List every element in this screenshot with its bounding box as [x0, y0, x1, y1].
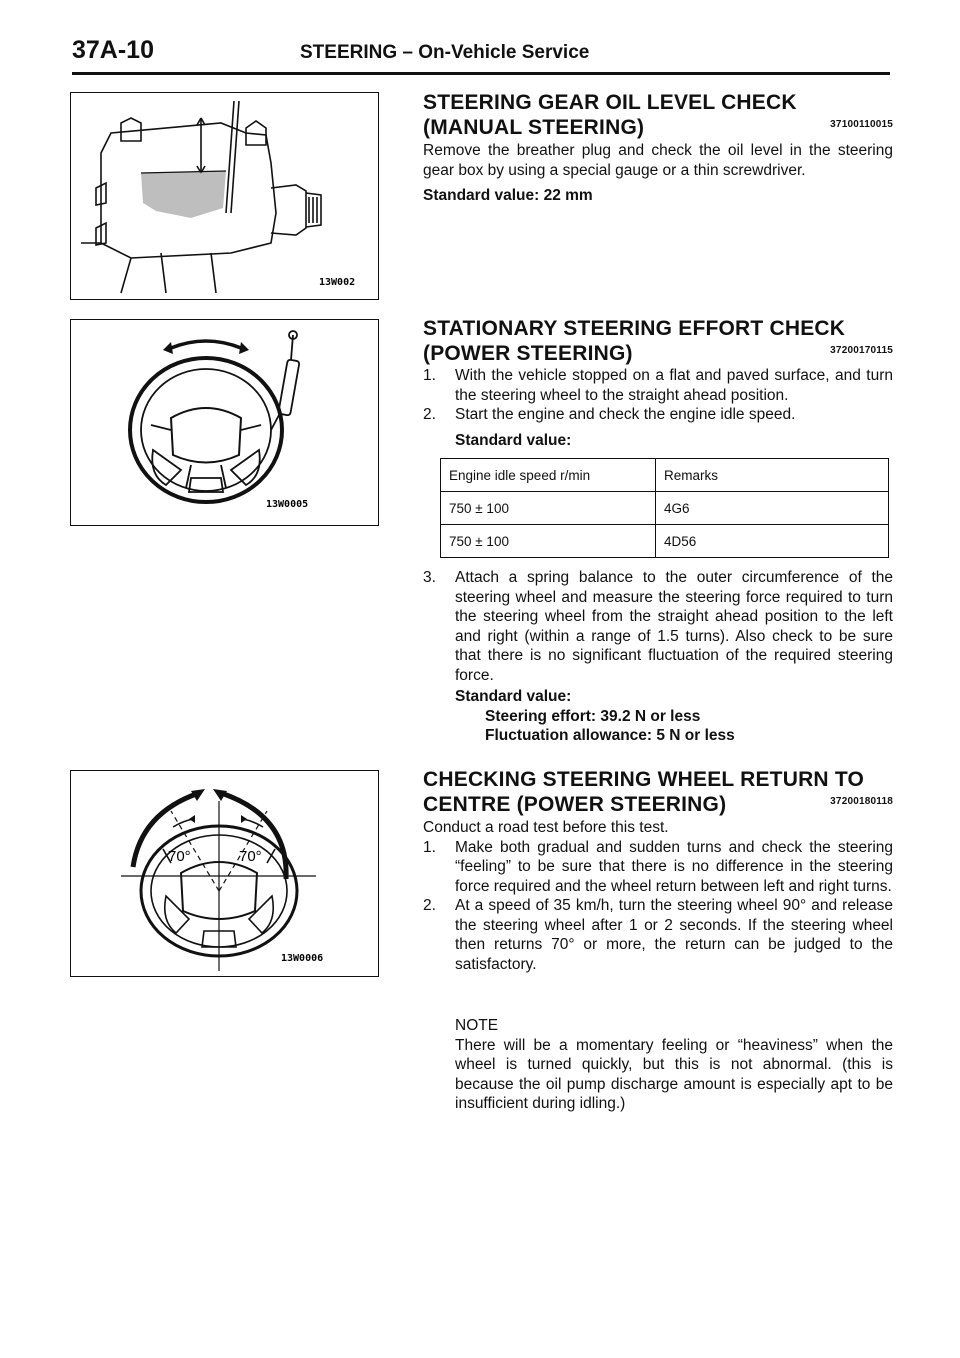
section3-note — [455, 1016, 893, 1114]
section2-step1 — [423, 366, 893, 405]
step-number: 1. — [423, 838, 436, 856]
table-cell: 4G6 — [656, 492, 889, 525]
section2-title-line1: STATIONARY STEERING EFFORT CHECK — [423, 317, 846, 340]
section1-standard: Standard value: 22 mm — [423, 187, 593, 204]
table-cell: 4D56 — [656, 525, 889, 558]
section3-step1 — [423, 838, 893, 897]
section2-step3 — [423, 568, 893, 685]
section1-body: Remove the breather plug and check the oil level in the steering gear box by using a special gauge or a thin screwdriver. — [423, 142, 893, 179]
fluctuation-allowance-value: Fluctuation allowance: 5 N or less — [485, 727, 735, 744]
figure-code: 13W0006 — [281, 953, 324, 964]
page-number: 37A-10 — [72, 36, 154, 64]
step-number: 3. — [423, 569, 436, 586]
step-number: 2. — [423, 406, 436, 423]
step-text: Start the engine and check the engine idle speed. — [455, 406, 796, 423]
angle-label-right: 70° — [239, 848, 262, 865]
section2-title-line2: (POWER STEERING) — [423, 342, 633, 365]
section1-code: 37100110015 — [830, 119, 893, 130]
note-label: NOTE — [455, 1017, 499, 1034]
note-text: There will be a momentary feeling or “heaviness” when the wheel is turned quickly, but this is not abnormal. (this is because the oil pump discharge amount is especially apt to be insufficient during idling.) — [455, 1036, 893, 1112]
page-title: STEERING – On-Vehicle Service — [300, 42, 590, 63]
section2-standard-label: Standard value: — [455, 432, 572, 449]
section3-step2 — [423, 896, 893, 974]
figure-code: 13W0005 — [266, 499, 309, 510]
table-row — [441, 525, 889, 558]
step-text: Make both gradual and sudden turns and check the steering “feeling” to be sure that there is no difference in the steering force required and the wheel return between left and right turns. — [455, 838, 893, 895]
section2-step2 — [423, 405, 893, 425]
step-number: 2. — [423, 897, 436, 914]
section2-standard-block — [455, 687, 875, 746]
section3-body — [423, 818, 893, 974]
step-text: At a speed of 35 km/h, turn the steering wheel 90° and release the steering wheel after 1 or 2 seconds. If the steering wheel then returns 70° or more, the return can be judged to the satisfactory. — [455, 897, 893, 973]
table-header-cell: Remarks — [656, 459, 889, 492]
steering-wheel-return-drawing — [71, 771, 378, 976]
steering-effort-value: Steering effort: 39.2 N or less — [485, 707, 701, 725]
idle-speed-table — [440, 458, 889, 558]
step-number: 1. — [423, 367, 436, 384]
section1-title-line1: STEERING GEAR OIL LEVEL CHECK — [423, 91, 797, 114]
section3-code: 37200180118 — [830, 796, 893, 807]
table-cell: 750 ± 100 — [441, 492, 656, 525]
step-text: With the vehicle stopped on a flat and paved surface, and turn the steering wheel to the straight ahead position. — [455, 367, 893, 404]
figure-steering-wheel-return — [70, 770, 379, 977]
section3-intro: Conduct a road test before this test. — [423, 819, 669, 836]
section1-title — [423, 90, 893, 140]
steering-wheel-drawing — [71, 320, 378, 525]
step-text: Attach a spring balance to the outer circumference of the steering wheel and measure the steering force required to turn the steering wheel from the straight ahead position to the left and right (within a range of 1.5 turns). Also check to be sure that there is no significant fluctuation of the required steering force. — [455, 569, 893, 684]
section3-title-line2: CENTRE (POWER STEERING) — [423, 793, 727, 816]
section2-title — [423, 316, 893, 366]
section1-title-line2: (MANUAL STEERING) — [423, 116, 645, 139]
header-rule — [72, 72, 890, 75]
section2-steps — [423, 366, 893, 425]
table-header-cell: Engine idle speed r/min — [441, 459, 656, 492]
angle-label-left: 70° — [168, 848, 191, 865]
table-cell: 750 ± 100 — [441, 525, 656, 558]
steering-gear-box-drawing — [71, 93, 378, 299]
table-header-row — [441, 459, 889, 492]
section2-step3-item — [423, 568, 893, 685]
section3-title — [423, 767, 893, 817]
figure-steering-wheel-spring-balance — [70, 319, 379, 526]
section2-standard-label2: Standard value: — [455, 688, 572, 705]
section2-code: 37200170115 — [830, 345, 893, 356]
figure-code: 13W002 — [319, 277, 356, 288]
figure-steering-gear-box — [70, 92, 379, 300]
section3-title-line1: CHECKING STEERING WHEEL RETURN TO — [423, 768, 865, 791]
table-row — [441, 492, 889, 525]
